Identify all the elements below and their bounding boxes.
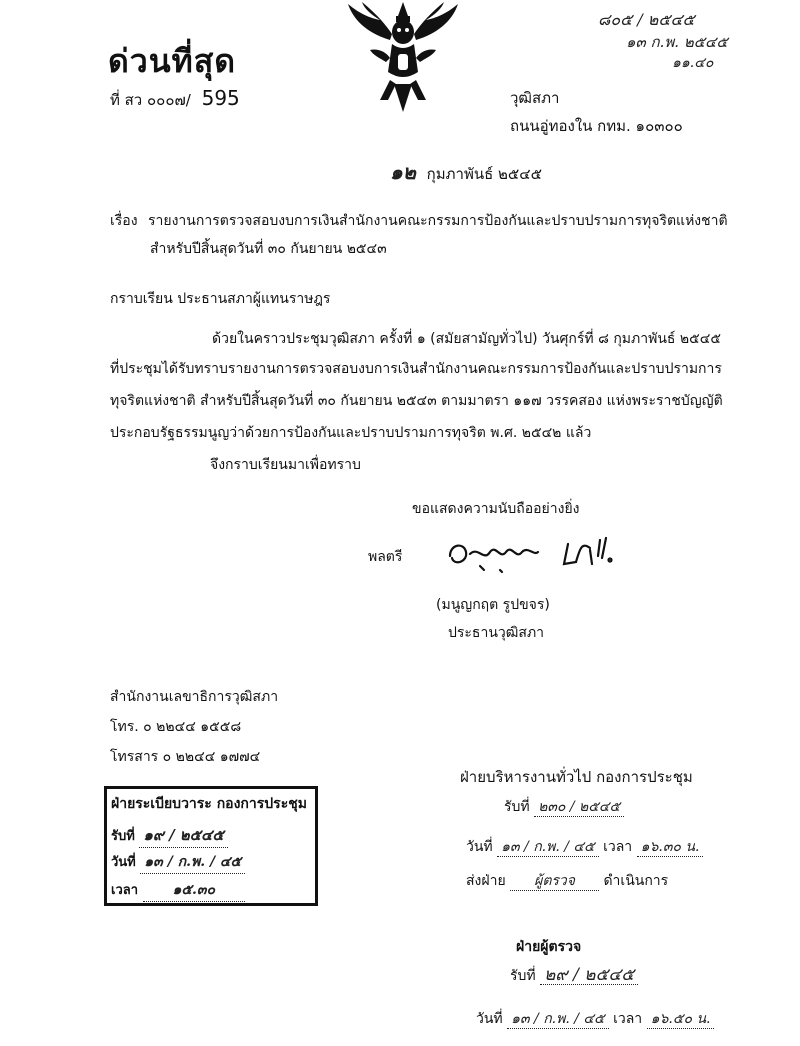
agenda-stamp-received	[111, 823, 228, 848]
admin-stamp-time-value: ๑๖.๓๐ น.	[637, 838, 704, 857]
agenda-stamp-date-label: วันที่	[111, 855, 136, 870]
footer-phone: โทร. ๐ ๒๒๔๔ ๑๕๕๘	[110, 719, 242, 735]
date-month-year: กุมภาพันธ์ ๒๕๔๕	[426, 165, 542, 183]
admin-stamp-date-label: วันที่	[466, 839, 493, 855]
agenda-stamp-received-label: รับที่	[111, 829, 135, 844]
closing-regards: ขอแสดงความนับถืออย่างยิ่ง	[412, 501, 580, 517]
admin-stamp-received-value: ๒๓๐ / ๒๕๔๕	[534, 798, 624, 817]
inspector-stamp-date-value: ๑๓ / ก.พ. / ๔๕	[507, 1010, 609, 1029]
reference-number	[110, 88, 240, 110]
body-line2: ที่ประชุมได้รับทราบรายงานการตรวจสอบงบการเงินสำนักงานคณะกรรมการป้องกันและปราบปรามการ	[110, 361, 722, 377]
admin-stamp-date-time	[466, 838, 703, 857]
corner-note-line1: ๘๐๕ / ๒๕๔๕	[598, 10, 695, 29]
admin-stamp-date-value: ๑๓ / ก.พ. / ๔๕	[497, 838, 599, 857]
agenda-stamp-time-value: ๑๕.๓๐	[143, 879, 245, 902]
body-line4: ประกอบรัฐธรรมนูญว่าด้วยการป้องกันและปราบปรามการทุจริต พ.ศ. ๒๕๔๒ แล้ว	[110, 425, 592, 441]
garuda-emblem-icon	[340, 0, 466, 114]
inspector-stamp-received-label: รับที่	[510, 968, 536, 984]
signer-rank: พลตรี	[368, 549, 403, 565]
body-line3: ทุจริตแห่งชาติ สำหรับปีสิ้นสุดวันที่ ๓๐ กันยายน ๒๕๔๓ ตามมาตรา ๑๑๗ วรรคสอง แห่งพระราชบัญญัติ	[110, 393, 723, 409]
reference-prefix: ที่ สว ๐๐๐๗/	[110, 91, 191, 109]
subject-text-1: รายงานการตรวจสอบงบการเงินสำนักงานคณะกรรมการป้องกันและปราบปรามการทุจริตแห่งชาติ	[148, 213, 728, 229]
agenda-stamp-received-value: ๑๙ / ๒๕๔๕	[139, 823, 227, 848]
inspector-stamp-title: ฝ่ายผู้ตรวจ	[516, 939, 582, 955]
reference-handwritten-number: 595	[201, 86, 240, 110]
urgency-label: ด่วนที่สุด	[108, 42, 237, 80]
admin-stamp-send-label: ส่งฝ่าย	[466, 873, 506, 889]
agenda-stamp-date-value: ๑๓ / ก.พ. / ๔๕	[140, 851, 245, 874]
admin-stamp-action-label: ดำเนินการ	[603, 873, 669, 889]
admin-stamp-received-label: รับที่	[504, 799, 530, 815]
subject-line1	[110, 212, 728, 230]
corner-note-line3: ๑๑.๔๐	[672, 55, 714, 71]
admin-stamp-time-label: เวลา	[603, 839, 633, 855]
subject-line2: สำหรับปีสิ้นสุดวันที่ ๓๐ กันยายน ๒๕๔๓	[150, 241, 387, 257]
admin-stamp-received	[504, 798, 624, 817]
corner-note-line2: ๑๓ ก.พ. ๒๕๔๕	[626, 33, 728, 51]
inspector-stamp-date-time	[476, 1010, 714, 1029]
admin-stamp-title: ฝ่ายบริหารงานทั่วไป กองการประชุม	[460, 768, 693, 786]
footer-department: สำนักงานเลขาธิการวุฒิสภา	[110, 689, 279, 705]
office-address: ถนนอู่ทองใน กทม. ๑๐๓๐๐	[510, 117, 683, 135]
inspector-stamp-time-value: ๑๖.๕๐ น.	[647, 1010, 715, 1029]
agenda-stamp-date	[111, 851, 245, 874]
inspector-stamp-received-value: ๒๙ / ๒๕๔๕	[540, 966, 638, 985]
agenda-stamp-title: ฝ่ายระเบียบวาระ กองการประชุม	[111, 796, 307, 812]
body-line5: จึงกราบเรียนมาเพื่อทราบ	[210, 457, 361, 473]
signer-position: ประธานวุฒิสภา	[448, 625, 545, 641]
letter-date	[390, 162, 542, 184]
admin-stamp-send-value: ผู้ตรวจ	[510, 872, 599, 891]
date-day: ๑๒	[390, 160, 416, 184]
handwritten-signature	[440, 526, 630, 578]
inspector-stamp-received	[510, 966, 638, 985]
subject-label: เรื่อง	[110, 213, 138, 229]
signer-name: (มนูญกฤต รูปขจร)	[436, 597, 550, 613]
agenda-stamp-time	[111, 879, 245, 902]
agenda-receipt-stamp	[104, 786, 318, 906]
admin-stamp-forward	[466, 872, 668, 891]
footer-fax: โทรสาร ๐ ๒๒๔๔ ๑๗๗๔	[110, 749, 261, 765]
salutation: กราบเรียน ประธานสภาผู้แทนราษฎร	[110, 291, 331, 307]
body-line1: ด้วยในคราวประชุมวุฒิสภา ครั้งที่ ๑ (สมัยสามัญทั่วไป) วันศุกร์ที่ ๘ กุมภาพันธ์ ๒๕๔๕	[212, 331, 721, 347]
agenda-stamp-time-label: เวลา	[111, 883, 139, 898]
inspector-stamp-date-label: วันที่	[476, 1011, 503, 1027]
inspector-stamp-time-label: เวลา	[613, 1011, 643, 1027]
office-name: วุฒิสภา	[510, 89, 560, 107]
